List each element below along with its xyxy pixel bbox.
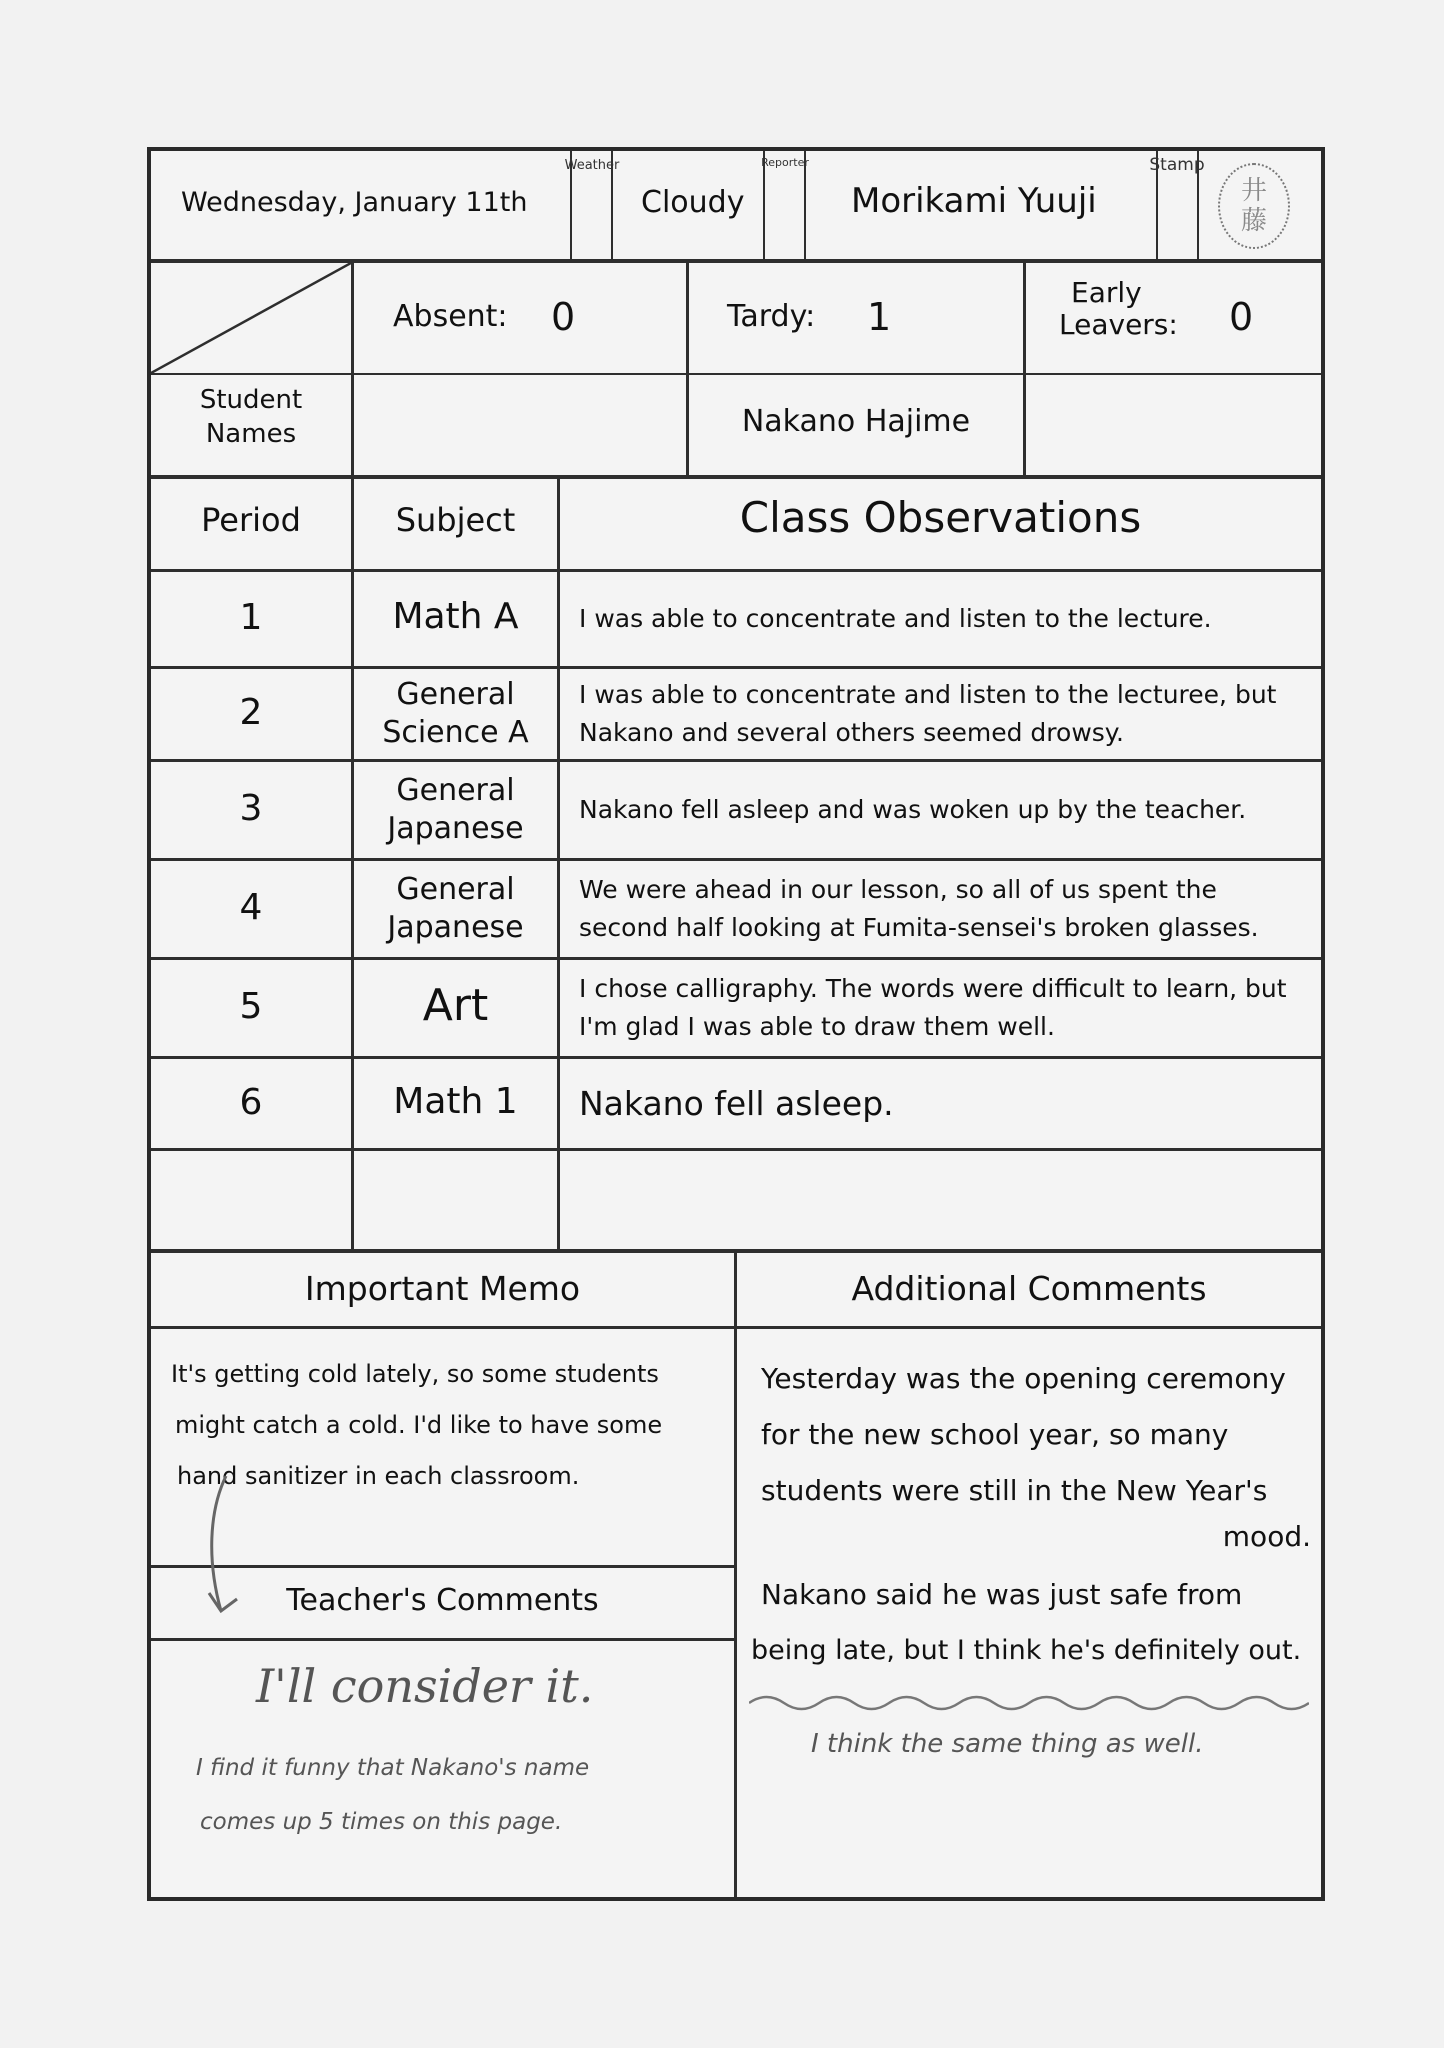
vertical-letter: e [606,158,615,173]
subject-line: Math 1 [393,1080,518,1122]
observation-cell [579,762,1309,858]
divider [151,1326,1321,1329]
absent-value: 0 [551,295,576,339]
vertical-letter: t [592,158,598,173]
vertical-letter: r [788,156,794,169]
divider [1023,263,1026,479]
wavy-underline [749,1689,1309,1717]
weather-label [564,158,620,173]
subject-header: Subject [395,501,516,539]
vertical-letter: m [1177,155,1194,175]
early-label-1: Early [1071,276,1142,309]
additional-line: mood. [1222,1520,1311,1553]
class-journal-sheet [147,147,1325,1901]
observation-text: Nakano fell asleep and was woken up by the teacher. [579,795,1247,824]
period-number: 4 [239,887,263,928]
names-label-2: Names [205,419,297,449]
period-number: 1 [239,597,263,638]
divider [557,479,560,1253]
tardy-names: Nakano Hajime [741,404,971,439]
observation-cell [579,960,1309,1056]
observation-text: Nakano fell asleep. [579,1083,894,1123]
subject-line: Math A [392,596,519,637]
vertical-letter: p [775,156,783,169]
observations-header: Class Observations [739,493,1142,542]
period-number: 5 [239,986,263,1027]
additional-line: Nakano said he was just safe from [761,1578,1243,1611]
subject-line: General [396,773,515,808]
early-value: 0 [1229,295,1254,339]
tardy-label: Tardy: [727,299,816,334]
vertical-letter: t [1160,155,1167,175]
observation-text: I was able to concentrate and listen to the lecture. [579,604,1212,633]
subject-cell [354,676,557,752]
subject-cell [354,772,557,848]
divider [734,1253,737,1897]
additional-line: being late, but I think he's definitely out. [751,1635,1302,1666]
observation-cell [579,572,1309,666]
memo-line: It's getting cold lately, so some students [171,1360,659,1388]
teacher-reply: I'll consider it. [256,1659,594,1713]
teacher-note-line: comes up 5 times on this page. [200,1809,563,1835]
period-number: 2 [239,692,263,733]
vertical-letter: e [768,156,776,169]
additional-teacher-reply: I think the same thing as well. [811,1729,1204,1759]
vertical-letter: S [1149,155,1161,175]
stamp-character: 井 [1240,176,1267,206]
early-label-2: Leavers: [1059,308,1178,341]
subject-line: Japanese [387,811,524,846]
divider [151,1148,1321,1151]
additional-line: for the new school year, so many [761,1418,1229,1451]
memo-line: might catch a cold. I'd like to have some [175,1411,663,1439]
memo-title: Important Memo [304,1269,581,1308]
subject-cell [354,980,557,1031]
tardy-value: 1 [867,295,892,339]
vertical-letter: r [804,156,809,169]
vertical-letter: h [597,158,607,173]
vertical-letter: t [793,156,798,169]
vertical-letter: R [761,156,769,169]
subject-line: Japanese [387,910,524,945]
subject-line: Art [422,980,489,1031]
teacher-comments-title: Teacher's Comments [286,1583,599,1618]
additional-line: Yesterday was the opening ceremony [761,1362,1286,1395]
divider [351,263,354,479]
period-number: 6 [239,1081,263,1123]
reporter-field: Morikami Yuuji [851,181,1097,221]
subject-line: General [396,872,515,907]
diagonal-slash [151,263,351,373]
period-header: Period [201,501,301,539]
observation-text: I chose calligraphy. The words were difficult to learn, but I'm glad I was able to draw them well. [579,974,1287,1041]
memo-line: hand sanitizer in each classroom. [177,1462,580,1490]
date-field: Wednesday, January 11th [181,187,528,218]
vertical-letter: r [614,158,620,173]
subject-cell [354,1080,557,1124]
additional-line: students were still in the New Year's [761,1474,1268,1507]
stamp-character: 藤 [1240,206,1267,236]
student-names-label [151,383,351,451]
observation-cell [579,1059,1309,1148]
vertical-letter: a [1166,155,1178,175]
subject-line: Science A [382,715,529,750]
subject-cell [354,595,557,639]
early-leavers-label [1059,277,1178,341]
weather-field: Cloudy [641,185,745,220]
divider [151,1638,734,1641]
teacher-note [196,1741,589,1849]
divider [686,263,689,479]
divider [151,475,1321,479]
period-number: 3 [239,788,263,829]
teacher-note-line: I find it funny that Nakano's name [196,1755,590,1781]
hanko-stamp-icon [1218,163,1290,249]
subject-cell [354,871,557,947]
observation-text: We were ahead in our lesson, so all of us spent the second half looking at Fumita-sensei's broken glasses. [579,875,1259,942]
names-label-1: Student [199,385,303,415]
vertical-letter: e [576,158,585,173]
vertical-letter: e [797,156,805,169]
vertical-letter: a [584,158,593,173]
observation-text: I was able to concentrate and listen to the lecturee, but Nakano and several others seemed drowsy. [579,680,1277,747]
vertical-letter: o [782,156,789,169]
additional-comments-title: Additional Comments [851,1269,1207,1308]
absent-label: Absent: [393,299,508,334]
divider [151,373,1321,375]
observation-cell [579,861,1309,957]
vertical-letter: W [564,158,577,173]
subject-line: General [396,677,515,712]
additional-comments-body [751,1351,1311,1679]
stamp-label [1149,155,1205,175]
reporter-label [761,156,809,169]
observation-cell [579,669,1309,759]
vertical-letter: p [1193,155,1205,175]
